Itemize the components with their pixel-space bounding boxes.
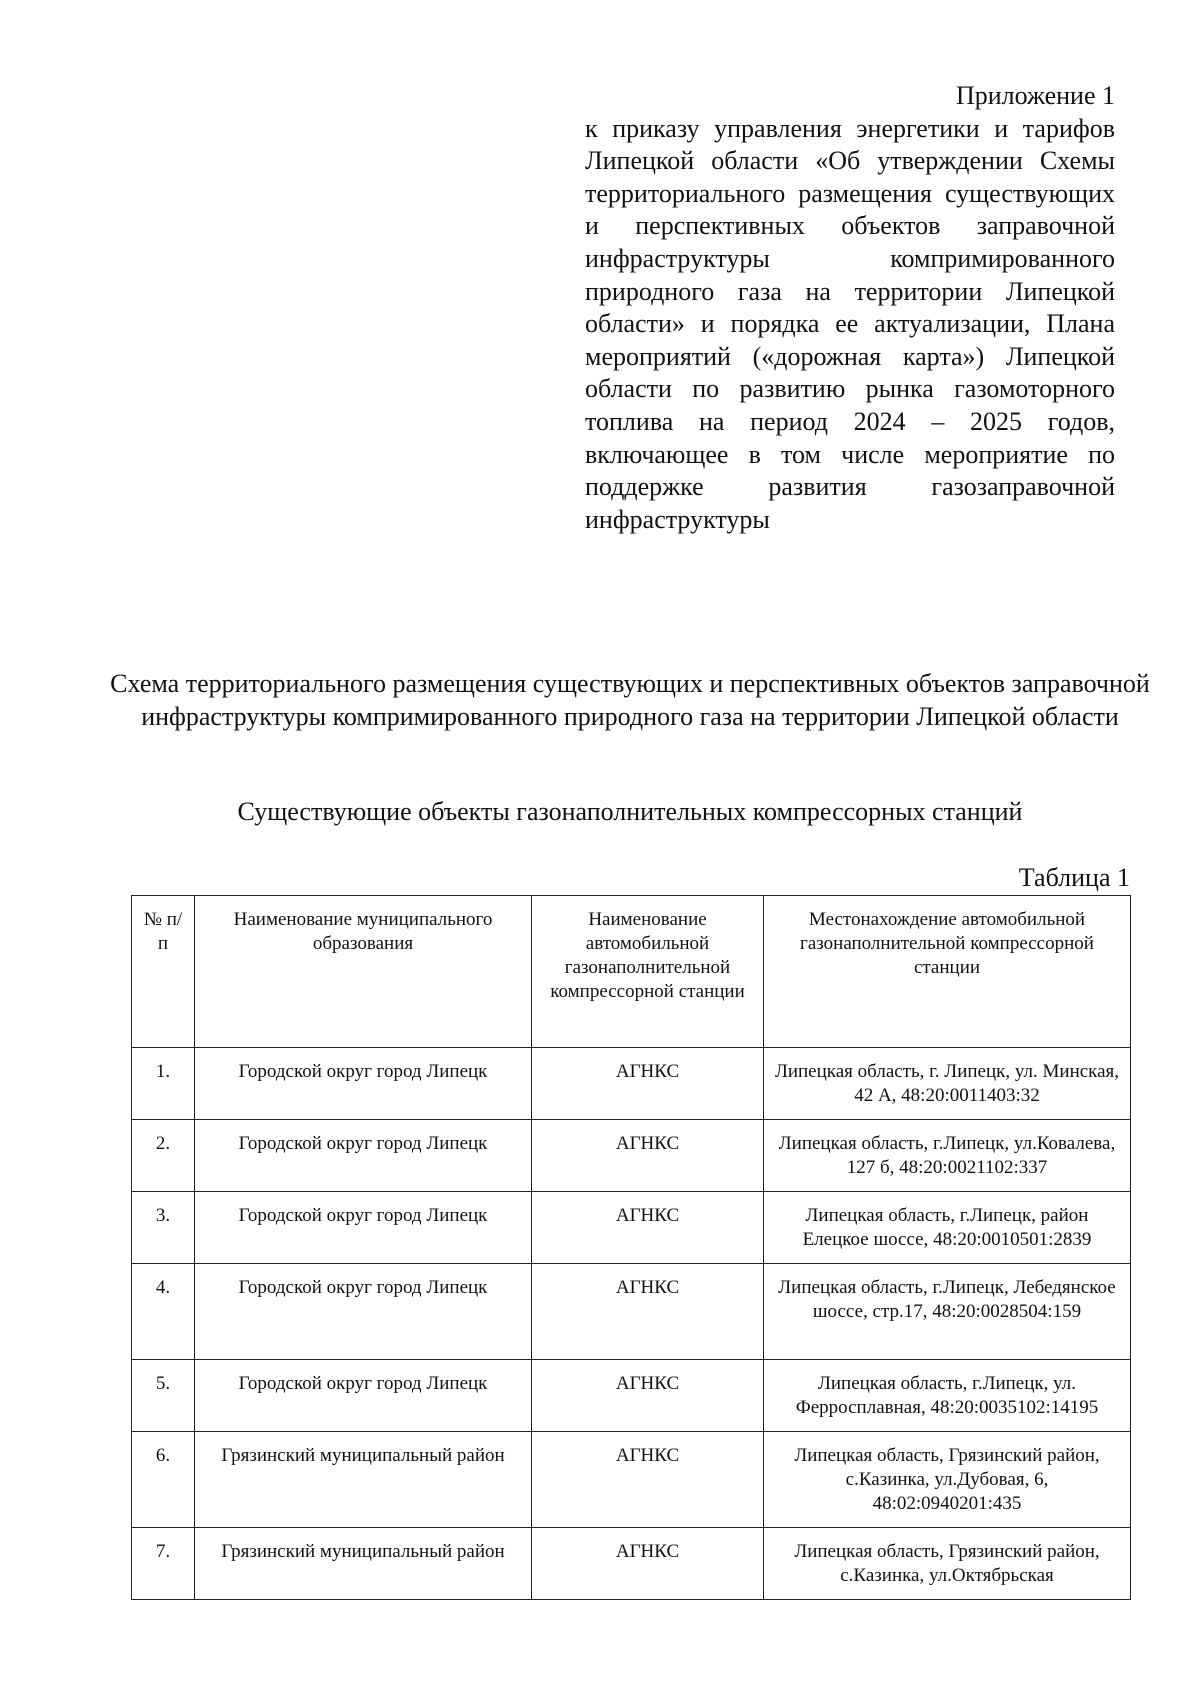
- cell-station: АГНКС: [532, 1264, 764, 1360]
- cell-num: 5.: [132, 1360, 195, 1432]
- cell-municipality: Городской округ город Липецк: [195, 1360, 532, 1432]
- cell-municipality: Грязинский муниципальный район: [195, 1528, 532, 1600]
- cell-num: 4.: [132, 1264, 195, 1360]
- cell-station: АГНКС: [532, 1432, 764, 1528]
- cell-station: АГНКС: [532, 1120, 764, 1192]
- cell-location: Липецкая область, г.Липецк, Лебедянское шоссе, стр.17, 48:20:0028504:159: [764, 1264, 1131, 1360]
- header-num: № п/п: [132, 896, 195, 1048]
- cell-municipality: Грязинский муниципальный район: [195, 1432, 532, 1528]
- cell-station: АГНКС: [532, 1192, 764, 1264]
- table-row: [132, 1264, 1131, 1360]
- table-caption: Таблица 1: [1018, 863, 1130, 892]
- table-row: [132, 1432, 1131, 1528]
- table-row: [132, 1360, 1131, 1432]
- table-row: [132, 1120, 1131, 1192]
- cell-municipality: Городской округ город Липецк: [195, 1120, 532, 1192]
- cell-location: Липецкая область, г. Липецк, ул. Минская, 42 А, 48:20:0011403:32: [764, 1048, 1131, 1120]
- cell-num: 6.: [132, 1432, 195, 1528]
- header-station: Наименование автомобильной газонаполнительной компрессорной станции: [532, 896, 764, 1048]
- header-municipality: Наименование муниципального образования: [195, 896, 532, 1048]
- table-row: [132, 1192, 1131, 1264]
- cell-location: Липецкая область, Грязинский район, с.Казинка, ул.Дубовая, 6, 48:02:0940201:435: [764, 1432, 1131, 1528]
- cell-municipality: Городской округ город Липецк: [195, 1264, 532, 1360]
- cell-station: АГНКС: [532, 1048, 764, 1120]
- appendix-text: к приказу управления энергетики и тарифов Липецкой области «Об утверждении Схемы территориального размещения существующих и перспективных объектов заправочной инфраструктуры компримированного природного газа на территории Липецкой области» и порядка ее актуализации, Плана мероприятий («дорожная карта») Липецкой области по развитию рынка газомоторного топлива на период 2024 – 2025 годов, включающее в том числе мероприятие по поддержке развития газозаправочной инфраструктуры: [585, 113, 1115, 534]
- section-subtitle: Существующие объекты газонаполнительных компрессорных станций: [237, 797, 1023, 826]
- document-title: Схема территориального размещения существующих и перспективных объектов заправочной инфраструктуры компримированного природного газа на территории Липецкой области: [110, 669, 1150, 731]
- table-row: [132, 1048, 1131, 1120]
- table-row: [132, 1528, 1131, 1600]
- cell-location: Липецкая область, г.Липецк, ул.Ковалева, 127 б, 48:20:0021102:337: [764, 1120, 1131, 1192]
- appendix-block: [585, 80, 1115, 536]
- cell-num: 7.: [132, 1528, 195, 1600]
- cell-num: 3.: [132, 1192, 195, 1264]
- appendix-heading: Приложение 1: [955, 81, 1115, 110]
- cell-location: Липецкая область, г.Липецк, район Елецкое шоссе, 48:20:0010501:2839: [764, 1192, 1131, 1264]
- table-header-row: [132, 896, 1131, 1048]
- stations-table: [131, 895, 1131, 1600]
- cell-municipality: Городской округ город Липецк: [195, 1192, 532, 1264]
- cell-station: АГНКС: [532, 1360, 764, 1432]
- cell-num: 2.: [132, 1120, 195, 1192]
- cell-station: АГНКС: [532, 1528, 764, 1600]
- cell-location: Липецкая область, Грязинский район, с.Казинка, ул.Октябрьская: [764, 1528, 1131, 1600]
- cell-municipality: Городской округ город Липецк: [195, 1048, 532, 1120]
- cell-num: 1.: [132, 1048, 195, 1120]
- header-location: Местонахождение автомобильной газонаполнительной компрессорной станции: [764, 896, 1131, 1048]
- cell-location: Липецкая область, г.Липецк, ул. Ферросплавная, 48:20:0035102:14195: [764, 1360, 1131, 1432]
